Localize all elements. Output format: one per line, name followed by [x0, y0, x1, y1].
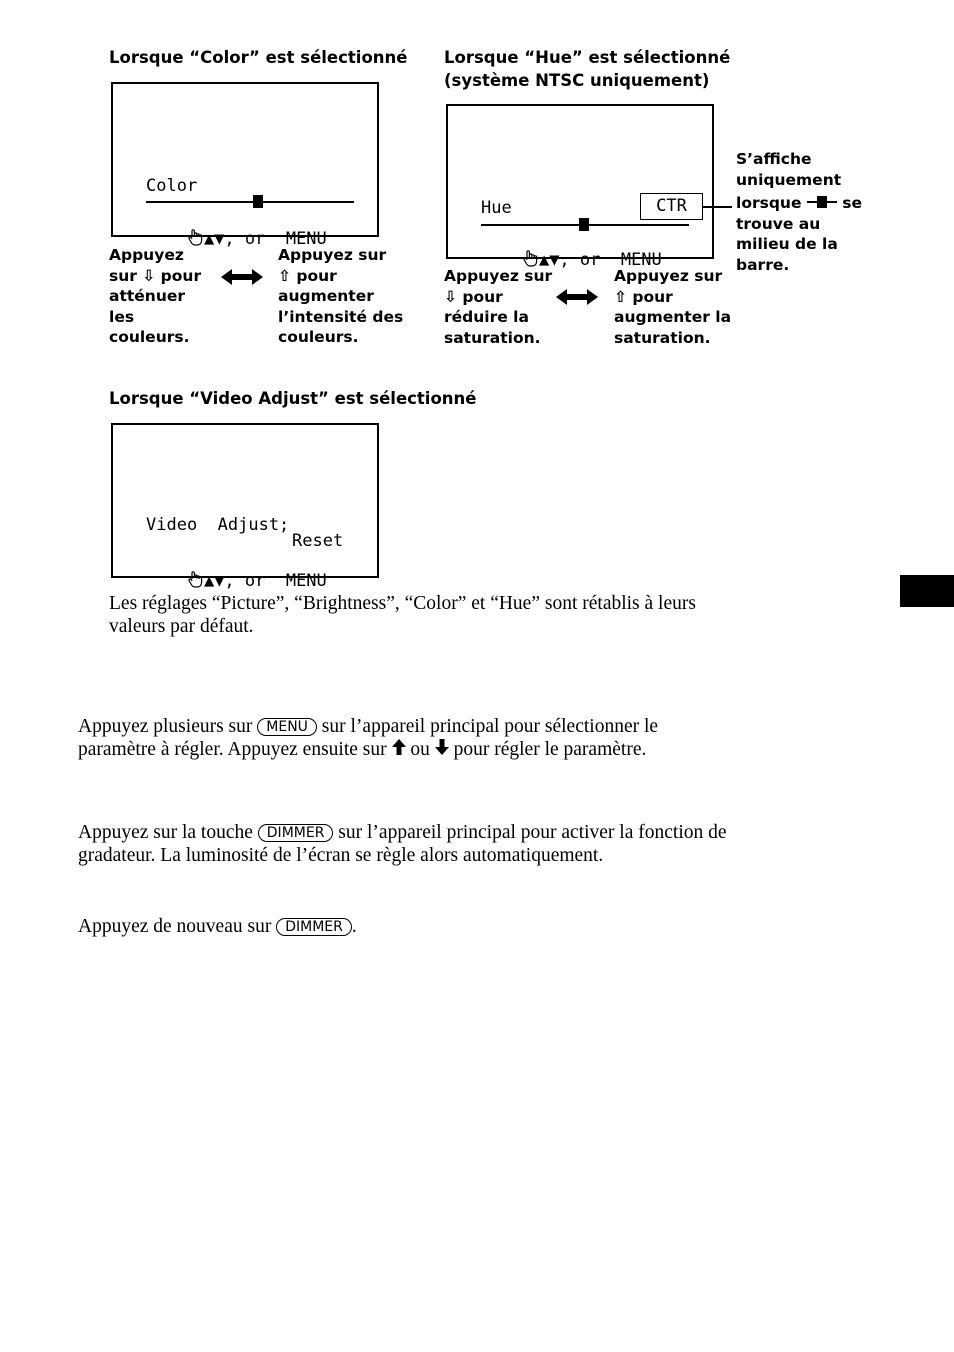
color-slider-knob	[253, 195, 263, 208]
hue-controls-text: ▲▼, or MENU	[538, 250, 662, 270]
hand-icon	[187, 228, 204, 246]
hue-ctr-box: CTR	[640, 193, 703, 220]
dimmer-paragraph: Appuyez sur la touche DIMMER sur l’appareil principal pour activer la fonction de gradateur. La luminosité de l’écran se règle alors automatiquement.	[78, 822, 727, 866]
hue-heading-line1: Lorsque “Hue” est sélectionné	[444, 48, 731, 67]
color-heading: Lorsque “Color” est sélectionné	[109, 48, 408, 67]
ctr-leader-line	[702, 206, 732, 208]
hue-side-note: S’affiche uniquement lorsque se trouve au milieu de la barre.	[736, 150, 863, 274]
section-tab-marker	[900, 575, 954, 607]
down-arrow-icon	[435, 739, 449, 755]
color-slider-bar	[146, 201, 354, 203]
video-osd-screen	[111, 423, 379, 591]
hue-left-note: Appuyez sur ⇩ pour réduire la saturation.	[444, 267, 553, 347]
color-right-note: Appuyez sur ⇧ pour augmenter l’intensité des couleurs.	[278, 246, 404, 346]
dimmer-key: DIMMER	[276, 918, 352, 936]
up-arrow-icon	[392, 739, 406, 755]
dimmer-cancel-paragraph: Appuyez de nouveau sur DIMMER .	[78, 916, 357, 937]
double-arrow-icon	[556, 288, 598, 306]
video-osd-line1: Video Adjust;	[146, 515, 290, 535]
hue-right-note: Appuyez sur ⇧ pour augmenter la saturation.	[614, 267, 732, 347]
color-controls-text: ▲▼, or MENU	[203, 229, 327, 249]
menu-paragraph: Appuyez plusieurs sur MENU sur l’appareil principal pour sélectionner le paramètre à régler. Appuyez ensuite sur ou pour régler le paramètre.	[78, 716, 659, 760]
menu-key: MENU	[257, 718, 317, 736]
hue-osd-label: Hue	[481, 198, 512, 218]
video-heading: Lorsque “Video Adjust” est sélectionné	[109, 389, 477, 408]
video-osd-line2: Reset	[292, 531, 344, 551]
hand-icon	[522, 249, 539, 267]
video-controls-text: ▲▼, or MENU	[203, 571, 327, 591]
color-left-note: Appuyez sur ⇩ pour atténuer les couleurs.	[109, 246, 202, 346]
knob-symbol-icon	[807, 195, 837, 209]
hue-heading-line2: (système NTSC uniquement)	[444, 71, 710, 90]
video-note: Les réglages “Picture”, “Brightness”, “Color” et “Hue” sont rétablis à leurs valeurs par défaut.	[109, 593, 696, 637]
double-arrow-icon	[221, 268, 263, 286]
hand-icon	[187, 570, 204, 588]
hue-osd-screen	[446, 104, 714, 270]
dimmer-key: DIMMER	[258, 824, 334, 842]
color-osd-screen	[111, 82, 379, 249]
color-osd-label: Color	[146, 176, 198, 196]
